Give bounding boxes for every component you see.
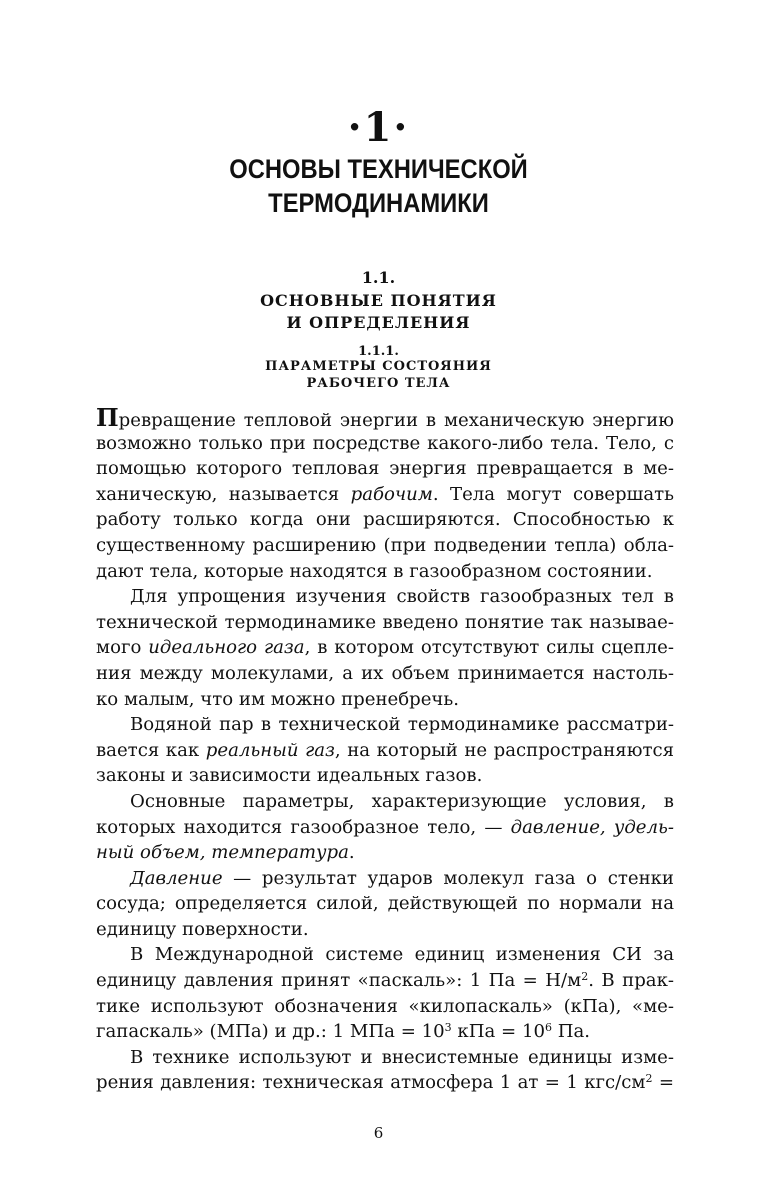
section-title-line: И ОПРЕДЕЛЕНИЯ (286, 313, 471, 332)
text-line: единицу давления принят «паскаль»: 1 Па = $Н/м^2$. В прак- (96, 970, 675, 992)
text-line: законы и зависимости идеальных газов. (96, 765, 483, 787)
text-line: рения давления: техническая атмосфера 1 ат = 1 кгс/$см^2$ = (96, 1072, 675, 1094)
chapter-title-line: ОСНОВЫ ТЕХНИЧЕСКОЙ (229, 154, 528, 184)
text-line: В Международной системе единиц изменения СИ за (130, 944, 674, 966)
text-line: вается как реальный газ, на который не распространяются (96, 739, 675, 761)
text-line: которых находится газообразное тело, — давление, удель- (96, 816, 674, 838)
italic-term: реальный газ (205, 739, 335, 761)
text-line: единицу поверхности. (96, 918, 309, 940)
italic-term: рабочим (350, 483, 433, 505)
text-line: сосуда; определяется силой, действующей по нормали на (96, 893, 674, 915)
section-title-line: ОСНОВНЫЕ ПОНЯТИЯ (260, 291, 497, 310)
subsection-title (0, 358, 757, 392)
chapter-number: ·1· (347, 104, 410, 151)
subsection-title-line: РАБОЧЕГО ТЕЛА (306, 376, 451, 391)
body-text (96, 405, 674, 1096)
italic-term: Давление (130, 867, 223, 889)
text-line: возможно только при посредстве какого-либо тела. Тело, с (96, 432, 674, 454)
text-line: Основные параметры, характеризующие условия, в (130, 790, 674, 812)
chapter-title (45, 152, 711, 220)
text-line: мого идеального газа, в котором отсутствуют силы сцепле- (96, 637, 674, 659)
text-line: существенному расширению (при подведении тепла) обла- (96, 534, 674, 556)
text-line: Для упрощения изучения свойств газообразных тел в (130, 586, 674, 608)
text-line: технической термодинамике введено понятие так называе- (96, 611, 674, 633)
text-line: помощью которого тепловая энергия превращается в ме- (96, 458, 674, 480)
italic-term: идеального газа (148, 637, 305, 659)
text-line: работу только когда они расширяются. Способностью к (96, 509, 674, 531)
text-line: ный объем, температура. (96, 842, 355, 864)
drop-cap: П (96, 403, 119, 432)
text-line: Давление — результат ударов молекул газа о стенки (130, 867, 674, 889)
text-line: В технике используют и внесистемные единицы изме- (130, 1046, 674, 1068)
section-title (0, 290, 757, 334)
subsection-title-line: ПАРАМЕТРЫ СОСТОЯНИЯ (265, 359, 492, 374)
section-number: 1.1. (361, 268, 396, 287)
subsection-number: 1.1.1. (358, 344, 399, 359)
text-line: Превращение тепловой энергии в механическую энергию (96, 403, 674, 432)
italic-term: ный объем, температура (96, 842, 349, 864)
text-line: дают тела, которые находятся в газообразном состоянии. (96, 560, 653, 582)
text-line: Водяной пар в технической термодинамике рассматри- (130, 714, 674, 736)
text-line: ханическую, называется рабочим. Тела могут совершать (96, 483, 675, 505)
italic-term: давление, удель- (510, 816, 674, 838)
text-line: ния между молекулами, а их объем принимается настоль- (96, 662, 674, 684)
text-line: ко малым, что им можно пренебречь. (96, 688, 459, 710)
text-line: гапаскаль» (МПа) и др.: 1 МПа = $10^3$ кПа = $10^6$ Па. (96, 1021, 591, 1043)
chapter-title-line: ТЕРМОДИНАМИКИ (268, 188, 489, 218)
page-number: 6 (373, 1124, 384, 1142)
text-line: тике используют обозначения «килопаскаль» (кПа), «ме- (96, 995, 674, 1017)
